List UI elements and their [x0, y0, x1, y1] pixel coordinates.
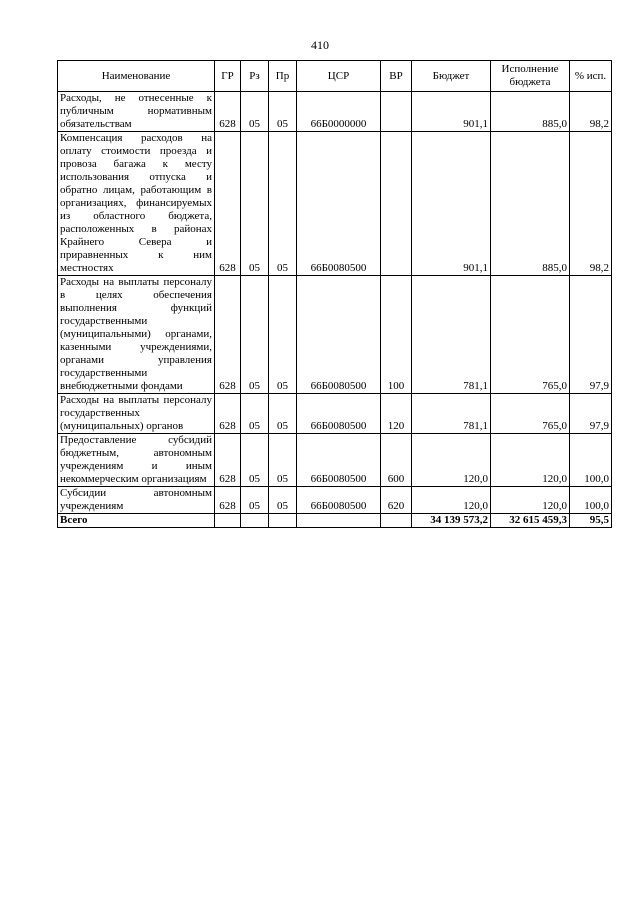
- row-vr: 120: [381, 394, 412, 434]
- row-percent: 98,2: [570, 92, 612, 132]
- total-label: Всего: [58, 514, 215, 528]
- header-name: Наименование: [58, 61, 215, 92]
- header-execution: Исполнение бюджета: [491, 61, 570, 92]
- row-gr: 628: [215, 92, 241, 132]
- row-csr: 66Б0080500: [297, 276, 381, 394]
- table-row: [58, 92, 612, 132]
- row-csr: 66Б0080500: [297, 434, 381, 487]
- row-budget: 781,1: [412, 394, 491, 434]
- row-percent: 98,2: [570, 132, 612, 276]
- row-name: Расходы на выплаты персоналу государственных (муниципальных) органов: [58, 394, 215, 434]
- total-percent: 95,5: [570, 514, 612, 528]
- table-row: [58, 487, 612, 514]
- table-row: [58, 132, 612, 276]
- row-percent: 97,9: [570, 276, 612, 394]
- row-pr: 05: [269, 394, 297, 434]
- row-pr: 05: [269, 434, 297, 487]
- table-row: [58, 394, 612, 434]
- row-execution: 120,0: [491, 434, 570, 487]
- row-pr: 05: [269, 92, 297, 132]
- table-row: [58, 276, 612, 394]
- row-budget: 901,1: [412, 132, 491, 276]
- header-vr: ВР: [381, 61, 412, 92]
- row-gr: 628: [215, 434, 241, 487]
- row-name: Предоставление субсидий бюджетным, автономным учреждениям и иным некоммерческим организациям: [58, 434, 215, 487]
- row-csr: 66Б0080500: [297, 132, 381, 276]
- row-budget: 901,1: [412, 92, 491, 132]
- header-budget: Бюджет: [412, 61, 491, 92]
- total-budget: 34 139 573,2: [412, 514, 491, 528]
- row-rz: 05: [241, 276, 269, 394]
- header-gr: ГР: [215, 61, 241, 92]
- page-number: 410: [311, 38, 329, 52]
- budget-execution-table: [57, 60, 612, 528]
- row-pr: 05: [269, 132, 297, 276]
- total-execution: 32 615 459,3: [491, 514, 570, 528]
- row-gr: 628: [215, 132, 241, 276]
- total-rz-empty: [241, 514, 269, 528]
- row-gr: 628: [215, 276, 241, 394]
- row-rz: 05: [241, 487, 269, 514]
- row-rz: 05: [241, 394, 269, 434]
- row-vr: [381, 92, 412, 132]
- row-budget: 781,1: [412, 276, 491, 394]
- row-execution: 120,0: [491, 487, 570, 514]
- header-rz: Рз: [241, 61, 269, 92]
- header-percent: % исп.: [570, 61, 612, 92]
- row-csr: 66Б0080500: [297, 487, 381, 514]
- header-pr: Пр: [269, 61, 297, 92]
- row-gr: 628: [215, 394, 241, 434]
- row-execution: 885,0: [491, 92, 570, 132]
- row-budget: 120,0: [412, 434, 491, 487]
- row-execution: 885,0: [491, 132, 570, 276]
- row-budget: 120,0: [412, 487, 491, 514]
- row-execution: 765,0: [491, 394, 570, 434]
- row-vr: [381, 132, 412, 276]
- table-header-row: [58, 61, 612, 92]
- total-gr-empty: [215, 514, 241, 528]
- row-csr: 66Б0000000: [297, 92, 381, 132]
- row-vr: 620: [381, 487, 412, 514]
- row-name: Компенсация расходов на оплату стоимости проезда и провоза багажа к месту использования отпуска и обратно лицам, работающим в организациях, финансируемых из областного бюджета, расположенных в районах Крайнего Севера и приравненных к ним местностях: [58, 132, 215, 276]
- row-vr: 600: [381, 434, 412, 487]
- row-name: Расходы на выплаты персоналу в целях обеспечения выполнения функций государственными (муниципальными) органами, казенными учреждениями, органами управления государственными внебюджетными фондами: [58, 276, 215, 394]
- header-csr: ЦСР: [297, 61, 381, 92]
- row-csr: 66Б0080500: [297, 394, 381, 434]
- total-csr-empty: [297, 514, 381, 528]
- row-pr: 05: [269, 276, 297, 394]
- row-rz: 05: [241, 92, 269, 132]
- row-rz: 05: [241, 434, 269, 487]
- row-pr: 05: [269, 487, 297, 514]
- total-row: [58, 514, 612, 528]
- row-vr: 100: [381, 276, 412, 394]
- row-gr: 628: [215, 487, 241, 514]
- total-vr-empty: [381, 514, 412, 528]
- row-name: Субсидии автономным учреждениям: [58, 487, 215, 514]
- row-name: Расходы, не отнесенные к публичным нормативным обязательствам: [58, 92, 215, 132]
- row-percent: 100,0: [570, 487, 612, 514]
- table-row: [58, 434, 612, 487]
- row-rz: 05: [241, 132, 269, 276]
- row-percent: 100,0: [570, 434, 612, 487]
- row-percent: 97,9: [570, 394, 612, 434]
- row-execution: 765,0: [491, 276, 570, 394]
- total-pr-empty: [269, 514, 297, 528]
